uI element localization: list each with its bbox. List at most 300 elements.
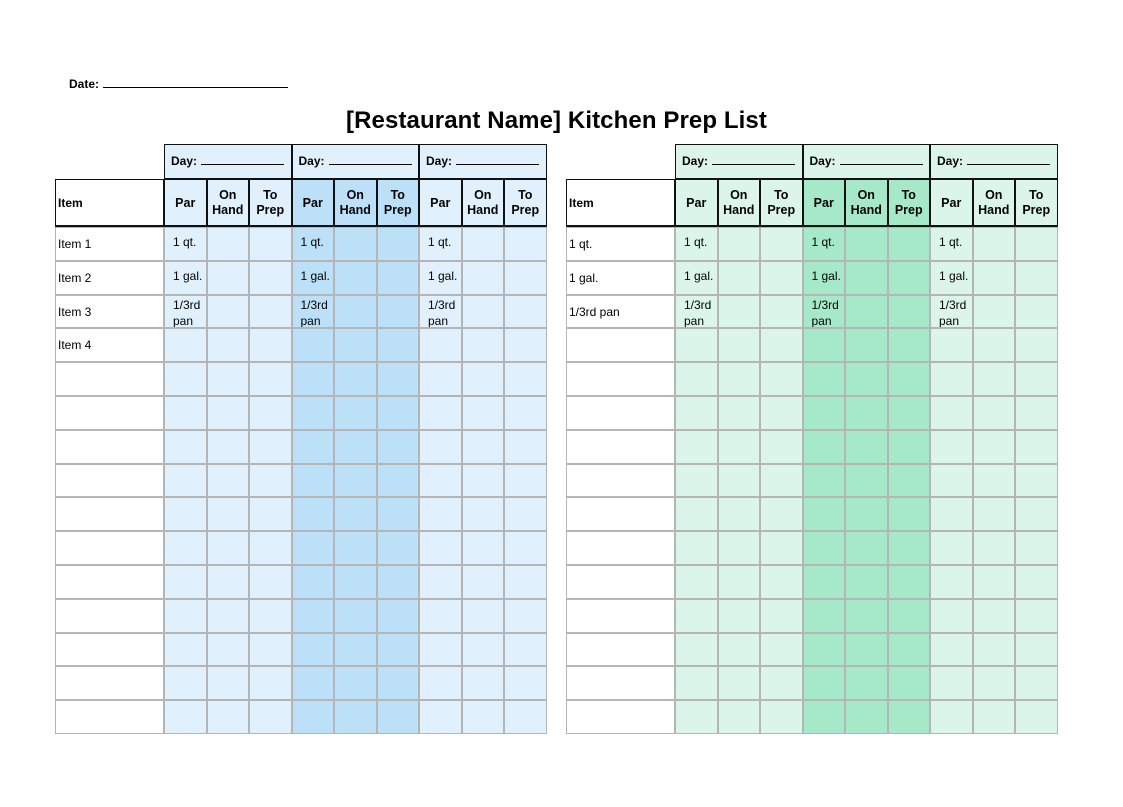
on-hand-cell[interactable]	[845, 261, 888, 295]
par-cell[interactable]	[803, 430, 846, 464]
to-prep-cell[interactable]	[888, 362, 931, 396]
par-cell[interactable]	[675, 362, 718, 396]
on-hand-cell[interactable]	[207, 700, 250, 734]
par-cell[interactable]: 1 qt.	[803, 227, 846, 261]
on-hand-cell[interactable]	[845, 565, 888, 599]
par-cell[interactable]	[164, 700, 207, 734]
par-cell[interactable]	[930, 700, 973, 734]
to-prep-cell[interactable]	[1015, 497, 1058, 531]
day-field[interactable]	[419, 144, 547, 179]
to-prep-cell[interactable]	[504, 565, 547, 599]
on-hand-cell[interactable]	[207, 531, 250, 565]
on-hand-cell[interactable]	[718, 430, 761, 464]
par-cell[interactable]	[930, 531, 973, 565]
on-hand-cell[interactable]	[845, 666, 888, 700]
to-prep-cell[interactable]	[1015, 261, 1058, 295]
item-name-cell[interactable]	[55, 666, 164, 700]
to-prep-cell[interactable]	[377, 700, 420, 734]
to-prep-cell[interactable]	[249, 362, 292, 396]
par-cell[interactable]	[675, 565, 718, 599]
to-prep-cell[interactable]	[249, 295, 292, 329]
on-hand-cell[interactable]	[973, 700, 1016, 734]
to-prep-cell[interactable]	[249, 531, 292, 565]
par-cell[interactable]	[292, 531, 335, 565]
on-hand-cell[interactable]	[845, 295, 888, 329]
on-hand-cell[interactable]	[845, 464, 888, 498]
to-prep-cell[interactable]	[504, 430, 547, 464]
to-prep-cell[interactable]	[249, 497, 292, 531]
par-cell[interactable]	[930, 599, 973, 633]
par-cell[interactable]: 1 qt.	[292, 227, 335, 261]
on-hand-cell[interactable]	[718, 328, 761, 362]
to-prep-cell[interactable]	[760, 464, 803, 498]
item-name-cell[interactable]	[55, 430, 164, 464]
item-name-cell[interactable]	[566, 362, 675, 396]
par-cell[interactable]	[164, 565, 207, 599]
par-cell[interactable]	[675, 464, 718, 498]
on-hand-cell[interactable]	[718, 531, 761, 565]
item-name-cell[interactable]: Item 1	[55, 227, 164, 261]
on-hand-cell[interactable]	[462, 430, 505, 464]
on-hand-cell[interactable]	[207, 396, 250, 430]
item-name-cell[interactable]	[55, 531, 164, 565]
par-cell[interactable]	[803, 565, 846, 599]
par-cell[interactable]	[419, 430, 462, 464]
par-cell[interactable]: 1 gal.	[292, 261, 335, 295]
on-hand-cell[interactable]	[845, 700, 888, 734]
to-prep-cell[interactable]	[377, 633, 420, 667]
par-cell[interactable]	[803, 464, 846, 498]
to-prep-cell[interactable]	[249, 464, 292, 498]
par-cell[interactable]	[930, 565, 973, 599]
item-name-cell[interactable]	[566, 700, 675, 734]
on-hand-cell[interactable]	[718, 633, 761, 667]
item-name-cell[interactable]: Item 3	[55, 295, 164, 329]
par-cell[interactable]: 1 gal.	[675, 261, 718, 295]
on-hand-cell[interactable]	[718, 362, 761, 396]
day-field[interactable]	[803, 144, 931, 179]
date-field[interactable]	[69, 76, 288, 91]
on-hand-cell[interactable]	[462, 497, 505, 531]
to-prep-cell[interactable]	[888, 633, 931, 667]
on-hand-cell[interactable]	[718, 599, 761, 633]
to-prep-cell[interactable]	[888, 565, 931, 599]
on-hand-cell[interactable]	[845, 531, 888, 565]
par-cell[interactable]	[164, 396, 207, 430]
on-hand-cell[interactable]	[207, 633, 250, 667]
par-cell[interactable]	[164, 328, 207, 362]
on-hand-cell[interactable]	[334, 565, 377, 599]
item-name-cell[interactable]	[566, 497, 675, 531]
to-prep-cell[interactable]	[1015, 430, 1058, 464]
to-prep-cell[interactable]	[760, 261, 803, 295]
on-hand-cell[interactable]	[207, 565, 250, 599]
on-hand-cell[interactable]	[334, 362, 377, 396]
on-hand-cell[interactable]	[845, 430, 888, 464]
to-prep-cell[interactable]	[504, 599, 547, 633]
on-hand-cell[interactable]	[334, 497, 377, 531]
to-prep-cell[interactable]	[377, 464, 420, 498]
on-hand-cell[interactable]	[718, 700, 761, 734]
par-cell[interactable]: 1/3rd pan	[675, 295, 718, 329]
on-hand-cell[interactable]	[334, 396, 377, 430]
par-cell[interactable]	[419, 328, 462, 362]
par-cell[interactable]: 1 qt.	[164, 227, 207, 261]
to-prep-cell[interactable]	[249, 328, 292, 362]
on-hand-cell[interactable]	[973, 430, 1016, 464]
on-hand-cell[interactable]	[334, 227, 377, 261]
item-name-cell[interactable]	[55, 464, 164, 498]
par-cell[interactable]	[675, 430, 718, 464]
to-prep-cell[interactable]	[888, 497, 931, 531]
item-name-cell[interactable]	[566, 666, 675, 700]
to-prep-cell[interactable]	[1015, 328, 1058, 362]
item-name-cell[interactable]	[566, 464, 675, 498]
item-name-cell[interactable]	[55, 362, 164, 396]
item-name-cell[interactable]: Item 2	[55, 261, 164, 295]
to-prep-cell[interactable]	[760, 362, 803, 396]
to-prep-cell[interactable]	[888, 700, 931, 734]
to-prep-cell[interactable]	[504, 362, 547, 396]
on-hand-cell[interactable]	[334, 295, 377, 329]
item-name-cell[interactable]: 1/3rd pan	[566, 295, 675, 329]
item-name-cell[interactable]	[566, 565, 675, 599]
to-prep-cell[interactable]	[377, 531, 420, 565]
par-cell[interactable]	[419, 531, 462, 565]
on-hand-cell[interactable]	[845, 396, 888, 430]
item-name-cell[interactable]: 1 gal.	[566, 261, 675, 295]
item-name-cell[interactable]	[566, 430, 675, 464]
to-prep-cell[interactable]	[760, 430, 803, 464]
to-prep-cell[interactable]	[1015, 362, 1058, 396]
on-hand-cell[interactable]	[845, 328, 888, 362]
to-prep-cell[interactable]	[377, 497, 420, 531]
to-prep-cell[interactable]	[377, 430, 420, 464]
item-name-cell[interactable]	[55, 565, 164, 599]
on-hand-cell[interactable]	[973, 261, 1016, 295]
on-hand-cell[interactable]	[207, 227, 250, 261]
to-prep-cell[interactable]	[504, 700, 547, 734]
item-name-cell[interactable]	[566, 531, 675, 565]
on-hand-cell[interactable]	[462, 362, 505, 396]
par-cell[interactable]: 1 gal.	[164, 261, 207, 295]
on-hand-cell[interactable]	[973, 227, 1016, 261]
on-hand-cell[interactable]	[334, 328, 377, 362]
par-cell[interactable]	[419, 633, 462, 667]
day-blank-line[interactable]	[329, 153, 412, 165]
to-prep-cell[interactable]	[888, 599, 931, 633]
par-cell[interactable]	[930, 396, 973, 430]
par-cell[interactable]	[419, 666, 462, 700]
to-prep-cell[interactable]	[377, 261, 420, 295]
to-prep-cell[interactable]	[504, 295, 547, 329]
par-cell[interactable]	[675, 599, 718, 633]
on-hand-cell[interactable]	[207, 430, 250, 464]
on-hand-cell[interactable]	[462, 295, 505, 329]
day-blank-line[interactable]	[967, 153, 1050, 165]
on-hand-cell[interactable]	[462, 261, 505, 295]
on-hand-cell[interactable]	[718, 227, 761, 261]
to-prep-cell[interactable]	[504, 497, 547, 531]
par-cell[interactable]	[675, 328, 718, 362]
on-hand-cell[interactable]	[973, 328, 1016, 362]
par-cell[interactable]: 1 gal.	[419, 261, 462, 295]
on-hand-cell[interactable]	[718, 464, 761, 498]
day-field[interactable]	[292, 144, 420, 179]
to-prep-cell[interactable]	[1015, 227, 1058, 261]
on-hand-cell[interactable]	[462, 666, 505, 700]
par-cell[interactable]	[292, 328, 335, 362]
on-hand-cell[interactable]	[845, 227, 888, 261]
to-prep-cell[interactable]	[760, 531, 803, 565]
item-name-cell[interactable]	[55, 396, 164, 430]
par-cell[interactable]	[803, 362, 846, 396]
item-name-cell[interactable]	[55, 497, 164, 531]
on-hand-cell[interactable]	[718, 396, 761, 430]
par-cell[interactable]: 1 qt.	[930, 227, 973, 261]
on-hand-cell[interactable]	[207, 295, 250, 329]
par-cell[interactable]	[803, 599, 846, 633]
to-prep-cell[interactable]	[760, 599, 803, 633]
par-cell[interactable]	[930, 666, 973, 700]
to-prep-cell[interactable]	[888, 464, 931, 498]
to-prep-cell[interactable]	[504, 464, 547, 498]
to-prep-cell[interactable]	[1015, 396, 1058, 430]
to-prep-cell[interactable]	[1015, 295, 1058, 329]
par-cell[interactable]	[803, 700, 846, 734]
par-cell[interactable]	[419, 700, 462, 734]
to-prep-cell[interactable]	[504, 531, 547, 565]
on-hand-cell[interactable]	[207, 464, 250, 498]
to-prep-cell[interactable]	[888, 295, 931, 329]
on-hand-cell[interactable]	[973, 362, 1016, 396]
to-prep-cell[interactable]	[760, 700, 803, 734]
par-cell[interactable]: 1/3rd pan	[164, 295, 207, 329]
to-prep-cell[interactable]	[760, 295, 803, 329]
to-prep-cell[interactable]	[504, 328, 547, 362]
par-cell[interactable]: 1 gal.	[803, 261, 846, 295]
on-hand-cell[interactable]	[207, 497, 250, 531]
to-prep-cell[interactable]	[888, 328, 931, 362]
on-hand-cell[interactable]	[462, 599, 505, 633]
par-cell[interactable]	[930, 464, 973, 498]
par-cell[interactable]: 1/3rd pan	[419, 295, 462, 329]
on-hand-cell[interactable]	[845, 362, 888, 396]
to-prep-cell[interactable]	[249, 599, 292, 633]
to-prep-cell[interactable]	[249, 227, 292, 261]
on-hand-cell[interactable]	[973, 666, 1016, 700]
to-prep-cell[interactable]	[888, 430, 931, 464]
item-name-cell[interactable]	[55, 633, 164, 667]
on-hand-cell[interactable]	[462, 396, 505, 430]
par-cell[interactable]	[419, 362, 462, 396]
par-cell[interactable]	[164, 531, 207, 565]
on-hand-cell[interactable]	[207, 261, 250, 295]
par-cell[interactable]	[164, 599, 207, 633]
to-prep-cell[interactable]	[504, 227, 547, 261]
day-blank-line[interactable]	[201, 153, 284, 165]
to-prep-cell[interactable]	[1015, 633, 1058, 667]
par-cell[interactable]	[292, 497, 335, 531]
to-prep-cell[interactable]	[504, 666, 547, 700]
to-prep-cell[interactable]	[760, 497, 803, 531]
par-cell[interactable]: 1/3rd pan	[930, 295, 973, 329]
on-hand-cell[interactable]	[462, 700, 505, 734]
on-hand-cell[interactable]	[334, 261, 377, 295]
on-hand-cell[interactable]	[973, 633, 1016, 667]
to-prep-cell[interactable]	[504, 261, 547, 295]
on-hand-cell[interactable]	[462, 227, 505, 261]
to-prep-cell[interactable]	[888, 666, 931, 700]
on-hand-cell[interactable]	[334, 531, 377, 565]
on-hand-cell[interactable]	[207, 362, 250, 396]
on-hand-cell[interactable]	[334, 700, 377, 734]
par-cell[interactable]	[164, 666, 207, 700]
on-hand-cell[interactable]	[845, 599, 888, 633]
par-cell[interactable]	[419, 599, 462, 633]
on-hand-cell[interactable]	[462, 565, 505, 599]
item-name-cell[interactable]	[566, 633, 675, 667]
day-blank-line[interactable]	[840, 153, 923, 165]
to-prep-cell[interactable]	[888, 227, 931, 261]
on-hand-cell[interactable]	[973, 396, 1016, 430]
to-prep-cell[interactable]	[377, 666, 420, 700]
par-cell[interactable]	[803, 497, 846, 531]
to-prep-cell[interactable]	[377, 396, 420, 430]
par-cell[interactable]	[292, 633, 335, 667]
to-prep-cell[interactable]	[1015, 565, 1058, 599]
to-prep-cell[interactable]	[760, 666, 803, 700]
to-prep-cell[interactable]	[377, 227, 420, 261]
par-cell[interactable]	[803, 396, 846, 430]
day-field[interactable]	[164, 144, 292, 179]
par-cell[interactable]	[803, 666, 846, 700]
on-hand-cell[interactable]	[334, 464, 377, 498]
par-cell[interactable]	[930, 362, 973, 396]
to-prep-cell[interactable]	[760, 633, 803, 667]
on-hand-cell[interactable]	[334, 633, 377, 667]
par-cell[interactable]	[292, 599, 335, 633]
day-field[interactable]	[930, 144, 1058, 179]
to-prep-cell[interactable]	[249, 700, 292, 734]
date-blank-line[interactable]	[103, 76, 288, 88]
par-cell[interactable]	[292, 362, 335, 396]
to-prep-cell[interactable]	[249, 261, 292, 295]
par-cell[interactable]	[292, 565, 335, 599]
item-name-cell[interactable]	[566, 396, 675, 430]
par-cell[interactable]: 1 gal.	[930, 261, 973, 295]
par-cell[interactable]	[419, 565, 462, 599]
on-hand-cell[interactable]	[973, 497, 1016, 531]
par-cell[interactable]	[419, 396, 462, 430]
on-hand-cell[interactable]	[845, 497, 888, 531]
item-name-cell[interactable]	[55, 700, 164, 734]
day-field[interactable]	[675, 144, 803, 179]
par-cell[interactable]: 1/3rd pan	[803, 295, 846, 329]
day-blank-line[interactable]	[456, 153, 539, 165]
on-hand-cell[interactable]	[207, 666, 250, 700]
item-name-cell[interactable]: 1 qt.	[566, 227, 675, 261]
item-name-cell[interactable]	[566, 599, 675, 633]
day-blank-line[interactable]	[712, 153, 795, 165]
par-cell[interactable]	[675, 633, 718, 667]
on-hand-cell[interactable]	[334, 430, 377, 464]
on-hand-cell[interactable]	[973, 464, 1016, 498]
par-cell[interactable]: 1 qt.	[675, 227, 718, 261]
par-cell[interactable]	[675, 531, 718, 565]
to-prep-cell[interactable]	[377, 599, 420, 633]
to-prep-cell[interactable]	[760, 227, 803, 261]
on-hand-cell[interactable]	[462, 464, 505, 498]
par-cell[interactable]	[675, 700, 718, 734]
to-prep-cell[interactable]	[760, 396, 803, 430]
par-cell[interactable]	[803, 633, 846, 667]
item-name-cell[interactable]: Item 4	[55, 328, 164, 362]
on-hand-cell[interactable]	[462, 328, 505, 362]
par-cell[interactable]	[164, 362, 207, 396]
to-prep-cell[interactable]	[249, 430, 292, 464]
to-prep-cell[interactable]	[377, 295, 420, 329]
to-prep-cell[interactable]	[377, 328, 420, 362]
item-name-cell[interactable]	[566, 328, 675, 362]
on-hand-cell[interactable]	[462, 633, 505, 667]
on-hand-cell[interactable]	[334, 599, 377, 633]
par-cell[interactable]	[164, 430, 207, 464]
par-cell[interactable]	[419, 464, 462, 498]
par-cell[interactable]	[803, 328, 846, 362]
to-prep-cell[interactable]	[504, 396, 547, 430]
to-prep-cell[interactable]	[888, 531, 931, 565]
on-hand-cell[interactable]	[845, 633, 888, 667]
on-hand-cell[interactable]	[718, 497, 761, 531]
par-cell[interactable]	[930, 430, 973, 464]
par-cell[interactable]	[292, 396, 335, 430]
to-prep-cell[interactable]	[1015, 666, 1058, 700]
item-name-cell[interactable]	[55, 599, 164, 633]
on-hand-cell[interactable]	[462, 531, 505, 565]
to-prep-cell[interactable]	[249, 633, 292, 667]
to-prep-cell[interactable]	[1015, 700, 1058, 734]
on-hand-cell[interactable]	[207, 328, 250, 362]
on-hand-cell[interactable]	[207, 599, 250, 633]
par-cell[interactable]	[164, 464, 207, 498]
to-prep-cell[interactable]	[377, 362, 420, 396]
par-cell[interactable]	[675, 497, 718, 531]
to-prep-cell[interactable]	[760, 565, 803, 599]
par-cell[interactable]	[164, 633, 207, 667]
on-hand-cell[interactable]	[973, 599, 1016, 633]
to-prep-cell[interactable]	[504, 633, 547, 667]
par-cell[interactable]	[930, 328, 973, 362]
par-cell[interactable]	[803, 531, 846, 565]
to-prep-cell[interactable]	[888, 396, 931, 430]
on-hand-cell[interactable]	[973, 531, 1016, 565]
on-hand-cell[interactable]	[973, 565, 1016, 599]
par-cell[interactable]	[292, 700, 335, 734]
par-cell[interactable]	[675, 666, 718, 700]
par-cell[interactable]: 1 qt.	[419, 227, 462, 261]
to-prep-cell[interactable]	[377, 565, 420, 599]
to-prep-cell[interactable]	[249, 396, 292, 430]
par-cell[interactable]	[675, 396, 718, 430]
to-prep-cell[interactable]	[249, 666, 292, 700]
par-cell[interactable]	[292, 666, 335, 700]
on-hand-cell[interactable]	[718, 565, 761, 599]
on-hand-cell[interactable]	[718, 666, 761, 700]
to-prep-cell[interactable]	[1015, 531, 1058, 565]
to-prep-cell[interactable]	[888, 261, 931, 295]
to-prep-cell[interactable]	[1015, 599, 1058, 633]
